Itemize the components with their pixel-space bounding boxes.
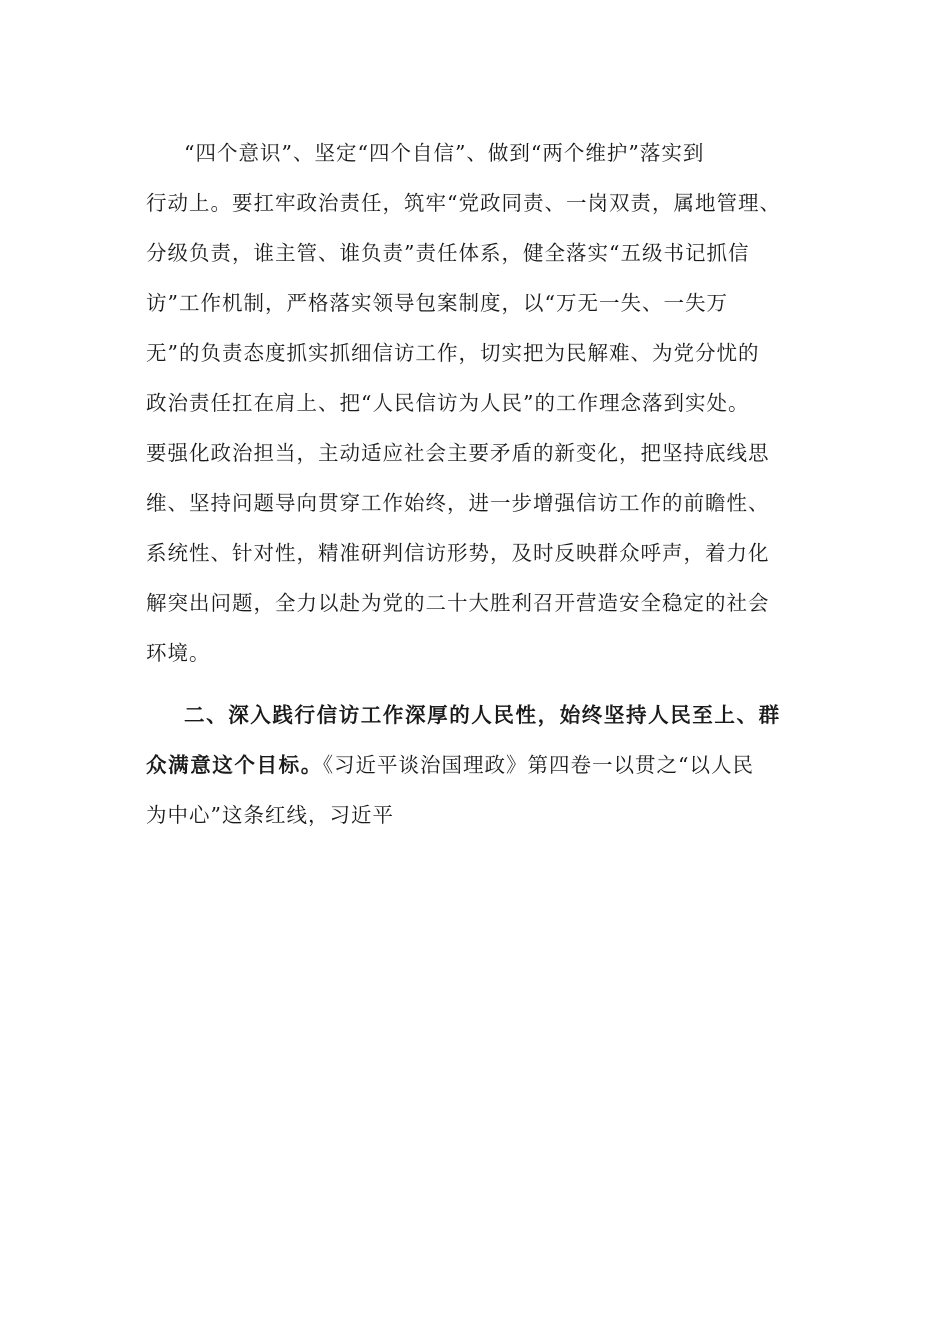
paragraph-line: 解突出问题，全力以赴为党的二十大胜利召开营造安全稳定的社会 bbox=[146, 591, 770, 615]
paragraph-line: 要强化政治担当，主动适应社会主要矛盾的新变化，把坚持底线思 bbox=[146, 441, 770, 465]
paragraph-line: “四个意识”、坚定“四个自信”、做到“两个维护”落实到 bbox=[184, 141, 705, 165]
paragraph-line: 无”的负责态度抓实抓细信访工作，切实把为民解难、为党分忧的 bbox=[146, 341, 760, 365]
section-heading-tail: 众满意这个目标。 bbox=[146, 753, 323, 777]
paragraph-line: 环境。 bbox=[146, 641, 211, 665]
paragraph-line: 维、坚持问题导向贯穿工作始终，进一步增强信访工作的前瞻性、 bbox=[146, 491, 770, 515]
body-paragraph bbox=[146, 128, 818, 678]
paragraph-line: 行动上。要扛牢政治责任，筑牢“党政同责、一岗双责，属地管理、 bbox=[146, 191, 781, 215]
paragraph-line: 分级负责，谁主管、谁负责”责任体系，健全落实“五级书记抓信 bbox=[146, 241, 750, 265]
paragraph-line bbox=[146, 740, 818, 790]
paragraph-line: 访”工作机制，严格落实领导包案制度，以“万无一失、一失万 bbox=[146, 291, 728, 315]
paragraph-text: 《习近平谈治国理政》第四卷一以贯之“以人民 bbox=[322, 753, 755, 777]
paragraph-line: 系统性、针对性，精准研判信访形势，及时反映群众呼声，着力化 bbox=[146, 541, 770, 565]
paragraph-line: 政治责任扛在肩上、把“人民信访为人民”的工作理念落到实处。 bbox=[146, 391, 750, 415]
section-heading-line: 二、深入践行信访工作深厚的人民性，始终坚持人民至上、群 bbox=[184, 703, 781, 727]
paragraph-line: 为中心”这条红线，习近平 bbox=[146, 803, 394, 827]
section-paragraph bbox=[146, 690, 818, 840]
